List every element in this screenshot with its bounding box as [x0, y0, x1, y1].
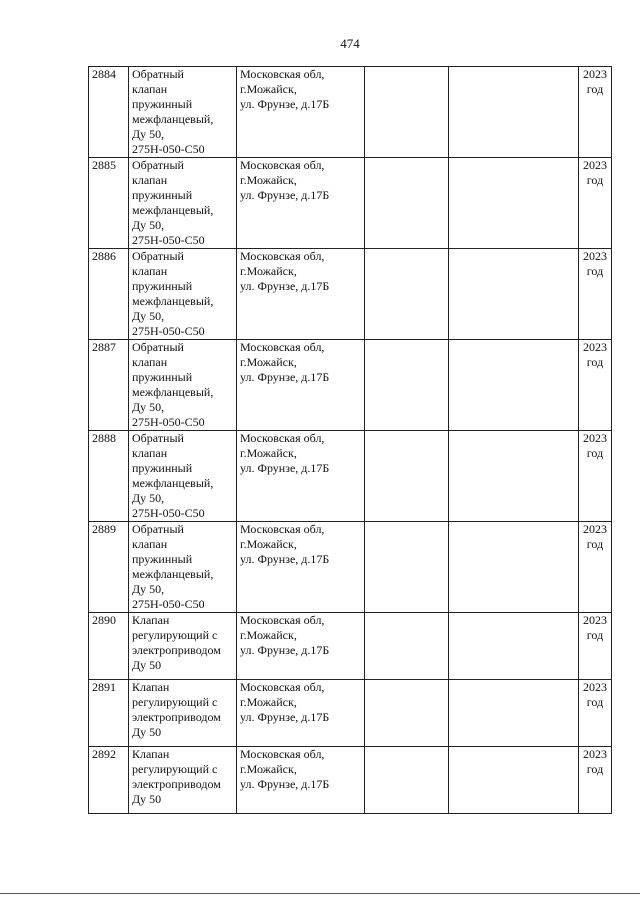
empty-cell — [365, 747, 449, 814]
item-name: Клапан регулирующий с электроприводом Ду 50 — [129, 613, 237, 680]
item-address: Московская обл, г.Можайск, ул. Фрунзе, д.17Б — [237, 680, 365, 747]
row-number: 2887 — [89, 340, 129, 431]
empty-cell — [449, 158, 579, 249]
empty-cell — [449, 613, 579, 680]
item-year: 2023 год — [579, 249, 612, 340]
empty-cell — [365, 613, 449, 680]
scan-edge-line — [0, 893, 640, 894]
item-address: Московская обл, г.Можайск, ул. Фрунзе, д.17Б — [237, 747, 365, 814]
empty-cell — [449, 340, 579, 431]
item-year: 2023 год — [579, 340, 612, 431]
item-name: Обратный клапан пружинный межфланцевый, Ду 50, 275Н-050-С50 — [129, 249, 237, 340]
item-name: Обратный клапан пружинный межфланцевый, Ду 50, 275Н-050-С50 — [129, 431, 237, 522]
row-number: 2891 — [89, 680, 129, 747]
item-year: 2023 год — [579, 522, 612, 613]
empty-cell — [365, 67, 449, 158]
item-address: Московская обл, г.Можайск, ул. Фрунзе, д.17Б — [237, 67, 365, 158]
table-row — [89, 680, 612, 747]
row-number: 2888 — [89, 431, 129, 522]
item-address: Московская обл, г.Можайск, ул. Фрунзе, д.17Б — [237, 340, 365, 431]
item-address: Московская обл, г.Можайск, ул. Фрунзе, д.17Б — [237, 431, 365, 522]
row-number: 2890 — [89, 613, 129, 680]
empty-cell — [365, 680, 449, 747]
empty-cell — [449, 522, 579, 613]
empty-cell — [449, 680, 579, 747]
table-row — [89, 158, 612, 249]
empty-cell — [449, 67, 579, 158]
empty-cell — [365, 158, 449, 249]
empty-cell — [365, 522, 449, 613]
empty-cell — [365, 340, 449, 431]
item-name: Обратный клапан пружинный межфланцевый, Ду 50, 275Н-050-С50 — [129, 522, 237, 613]
row-number: 2889 — [89, 522, 129, 613]
item-name: Клапан регулирующий с электроприводом Ду 50 — [129, 747, 237, 814]
empty-cell — [449, 431, 579, 522]
item-year: 2023 год — [579, 747, 612, 814]
empty-cell — [449, 747, 579, 814]
item-name: Клапан регулирующий с электроприводом Ду 50 — [129, 680, 237, 747]
table-row — [89, 431, 612, 522]
item-address: Московская обл, г.Можайск, ул. Фрунзе, д.17Б — [237, 158, 365, 249]
item-address: Московская обл, г.Можайск, ул. Фрунзе, д.17Б — [237, 522, 365, 613]
row-number: 2886 — [89, 249, 129, 340]
table-row — [89, 613, 612, 680]
item-name: Обратный клапан пружинный межфланцевый, Ду 50, 275Н-050-С50 — [129, 67, 237, 158]
table-row — [89, 249, 612, 340]
page-number: 474 — [340, 36, 360, 51]
item-address: Московская обл, г.Можайск, ул. Фрунзе, д.17Б — [237, 613, 365, 680]
item-address: Московская обл, г.Можайск, ул. Фрунзе, д.17Б — [237, 249, 365, 340]
empty-cell — [449, 249, 579, 340]
item-name: Обратный клапан пружинный межфланцевый, Ду 50, 275Н-050-С50 — [129, 340, 237, 431]
row-number: 2884 — [89, 67, 129, 158]
table-row — [89, 522, 612, 613]
row-number: 2885 — [89, 158, 129, 249]
registry-table — [88, 66, 612, 814]
item-name: Обратный клапан пружинный межфланцевый, Ду 50, 275Н-050-С50 — [129, 158, 237, 249]
empty-cell — [365, 431, 449, 522]
table-row — [89, 67, 612, 158]
item-year: 2023 год — [579, 67, 612, 158]
item-year: 2023 год — [579, 431, 612, 522]
item-year: 2023 год — [579, 158, 612, 249]
item-year: 2023 год — [579, 613, 612, 680]
item-year: 2023 год — [579, 680, 612, 747]
empty-cell — [365, 249, 449, 340]
table-row — [89, 340, 612, 431]
row-number: 2892 — [89, 747, 129, 814]
table-row — [89, 747, 612, 814]
